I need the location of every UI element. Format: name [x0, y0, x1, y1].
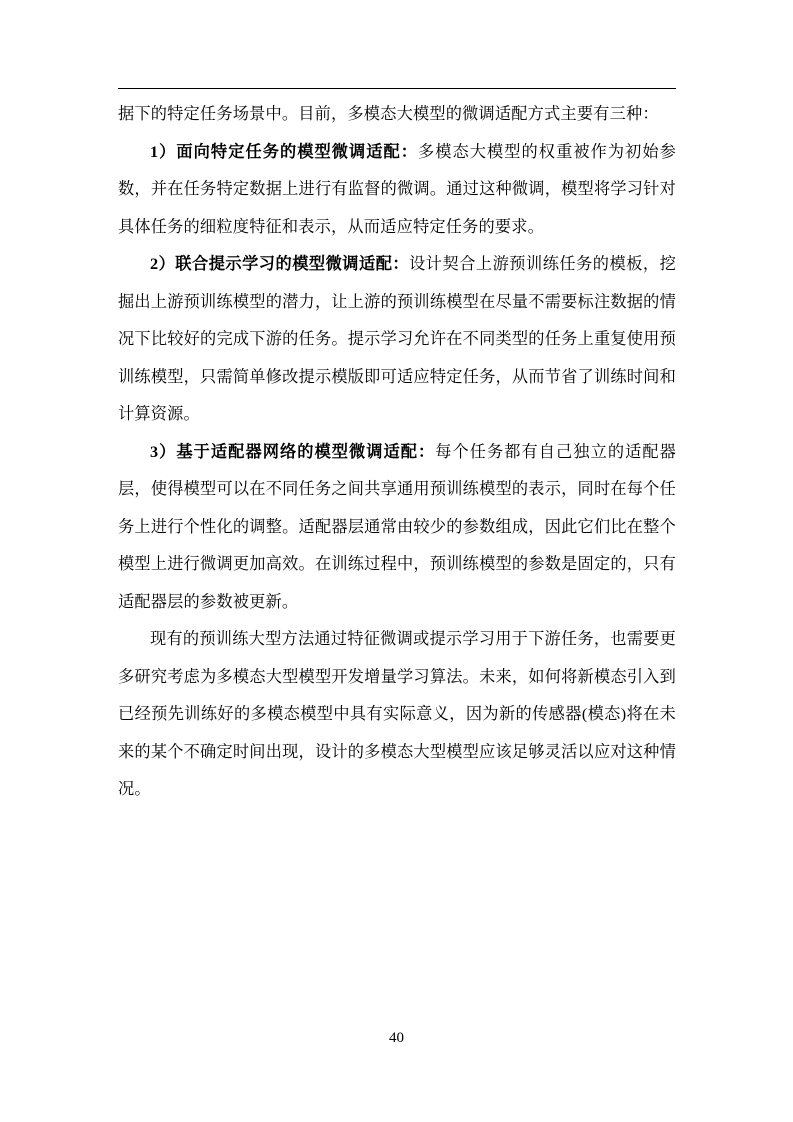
- paragraph-item-1: [118, 134, 676, 247]
- paragraph-text-3: 每个任务都有自己独立的适配器层，使得模型可以在不同任务之间共享通用预训练模型的表示，同时在每个任务上进行个性化的调整。适配器层通常由较少的参数组成，因此它们比在整个模型上进行微调更加高效。在训练过程中，预训练模型的参数是固定的，只有适配器层的参数被更新。: [118, 442, 676, 611]
- paragraph-item-2: [118, 246, 676, 434]
- paragraph-text-2: 设计契合上游预训练任务的模板，挖掘出上游预训练模型的潜力，让上游的预训练模型在尽量不需要标注数据的情况下比较好的完成下游的任务。提示学习允许在不同类型的任务上重复使用预训练模型，只需简单修改提示模版即可适应特定任务，从而节省了训练时间和计算资源。: [118, 255, 676, 423]
- paragraph-item-3: [118, 434, 676, 622]
- paragraph-lead-2: 2）联合提示学习的模型微调适配：: [150, 255, 410, 273]
- paragraph-text: 据下的特定任务场景中。目前，多模态大模型的微调适配方式主要有三种：: [118, 105, 659, 123]
- paragraph-intro: [118, 96, 676, 134]
- page-body: [118, 96, 676, 809]
- page-number: 40: [389, 1030, 404, 1046]
- header-rule: [118, 88, 676, 89]
- paragraph-text-4: 现有的预训练大型方法通过特征微调或提示学习用于下游任务，也需要更多研究考虑为多模态大型模型开发增量学习算法。未来，如何将新模态引入到已经预先训练好的多模态模型中具有实际意义，因为新的传感器(模态)将在未来的某个不确定时间出现，设计的多模态大型模型应该足够灵活以应对这种情况。: [118, 630, 676, 798]
- paragraph-text-1: 多模态大模型的权重被作为初始参数，并在任务特定数据上进行有监督的微调。通过这种微调，模型将学习针对具体任务的细粒度特征和表示，从而适应特定任务的要求。: [118, 142, 676, 236]
- paragraph-lead-3: 3）基于适配器网络的模型微调适配：: [150, 442, 436, 461]
- paragraph-outlook: [118, 621, 676, 809]
- paragraph-lead-1: 1）面向特定任务的模型微调适配：: [150, 142, 419, 161]
